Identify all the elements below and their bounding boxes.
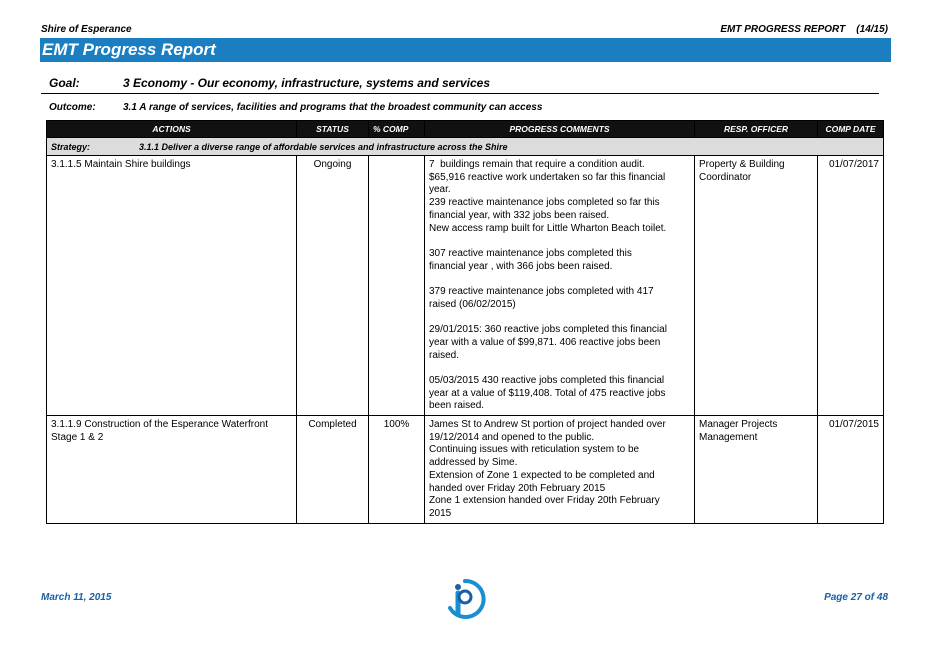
comment-line: Zone 1 extension handed over Friday 20th February <box>429 495 660 507</box>
actions-table <box>46 120 884 524</box>
comment-line: year at a value of $119,408. Total of 475 reactive jobs <box>429 387 666 399</box>
column-header-status: STATUS <box>297 121 369 138</box>
comment-line: $65,916 reactive work undertaken so far this financial <box>429 171 666 183</box>
table-row <box>47 416 884 524</box>
comment-line: Extension of Zone 1 expected to be completed and <box>429 469 655 481</box>
status-cell: Ongoing <box>297 156 369 416</box>
outcome-text: 3.1 A range of services, facilities and programs that the broadest community can access <box>123 102 543 113</box>
comment-line: 239 reactive maintenance jobs completed so far this <box>429 197 660 209</box>
column-header-resp-officer: RESP. OFFICER <box>695 121 818 138</box>
comp-date-cell: 01/07/2015 <box>818 416 884 524</box>
comment-spacer <box>429 311 690 324</box>
comp-cell <box>369 156 425 416</box>
comment-line: New access ramp built for Little Wharton Beach toilet. <box>429 222 667 234</box>
comment-line: addressed by Sime. <box>429 457 518 469</box>
shire-logo-icon <box>444 578 486 620</box>
column-header-progress-comments: PROGRESS COMMENTS <box>425 121 695 138</box>
strategy-label: Strategy: <box>51 141 91 152</box>
strategy-row <box>47 138 884 156</box>
comp-cell: 100% <box>369 416 425 524</box>
comment-line: raised (06/02/2015) <box>429 298 516 310</box>
report-page-indicator: EMT PROGRESS REPORT (14/15) <box>720 24 888 35</box>
comment-line: James St to Andrew St portion of project handed over <box>429 419 666 430</box>
comment-line: been raised. <box>429 400 485 412</box>
comment-line: financial year , with 366 jobs been raised. <box>429 260 613 272</box>
progress-comments-cell <box>425 416 695 524</box>
goal-label: Goal: <box>49 76 80 90</box>
comment-line: raised. <box>429 349 460 361</box>
comment-line: Continuing issues with reticulation system to be <box>429 444 640 456</box>
column-header-comp: % COMP <box>369 121 425 138</box>
comment-spacer <box>429 235 690 248</box>
goal-text: 3 Economy - Our economy, infrastructure, systems and services <box>123 76 491 90</box>
action-cell: 3.1.1.5 Maintain Shire buildings <box>47 156 297 416</box>
footer-page-number: Page 27 of 48 <box>824 592 888 603</box>
comment-line: year with a value of $99,871. 406 reactive jobs been <box>429 336 661 348</box>
progress-comments-cell <box>425 156 695 416</box>
table-header-row <box>47 121 884 138</box>
table-row <box>47 156 884 416</box>
resp-officer-cell: Manager Projects Management <box>695 416 818 524</box>
comment-line: 05/03/2015 430 reactive jobs completed this financial <box>429 374 665 386</box>
comment-line: financial year, with 332 jobs been raised. <box>429 209 610 221</box>
action-cell: 3.1.1.9 Construction of the Esperance Waterfront Stage 1 & 2 <box>47 416 297 524</box>
comment-line: year. <box>429 184 451 196</box>
footer-date: March 11, 2015 <box>41 592 112 603</box>
report-banner-title: EMT Progress Report <box>40 38 891 62</box>
comment-line: 19/12/2014 and opened to the public. <box>429 431 595 443</box>
column-header-comp-date: COMP DATE <box>818 121 884 138</box>
comment-line: 379 reactive maintenance jobs completed with 417 <box>429 286 654 297</box>
goal-divider <box>41 93 879 94</box>
resp-officer-cell: Property & Building Coordinator <box>695 156 818 416</box>
comment-line: 2015 <box>429 507 452 519</box>
comment-line: 307 reactive maintenance jobs completed this <box>429 247 632 259</box>
organisation-name: Shire of Esperance <box>41 24 132 35</box>
column-header-actions: ACTIONS <box>47 121 297 138</box>
comment-line: 29/01/2015: 360 reactive jobs completed this financial <box>429 324 667 336</box>
comp-date-cell: 01/07/2017 <box>818 156 884 416</box>
comment-line: handed over Friday 20th February 2015 <box>429 482 606 494</box>
status-cell: Completed <box>297 416 369 524</box>
outcome-label: Outcome: <box>49 102 96 113</box>
comment-line: 7 buildings remain that require a condition audit. <box>429 159 645 170</box>
strategy-text: 3.1.1 Deliver a diverse range of affordable services and infrastructure across the Shire <box>139 141 508 152</box>
comment-spacer <box>429 273 690 286</box>
comment-spacer <box>429 362 690 375</box>
